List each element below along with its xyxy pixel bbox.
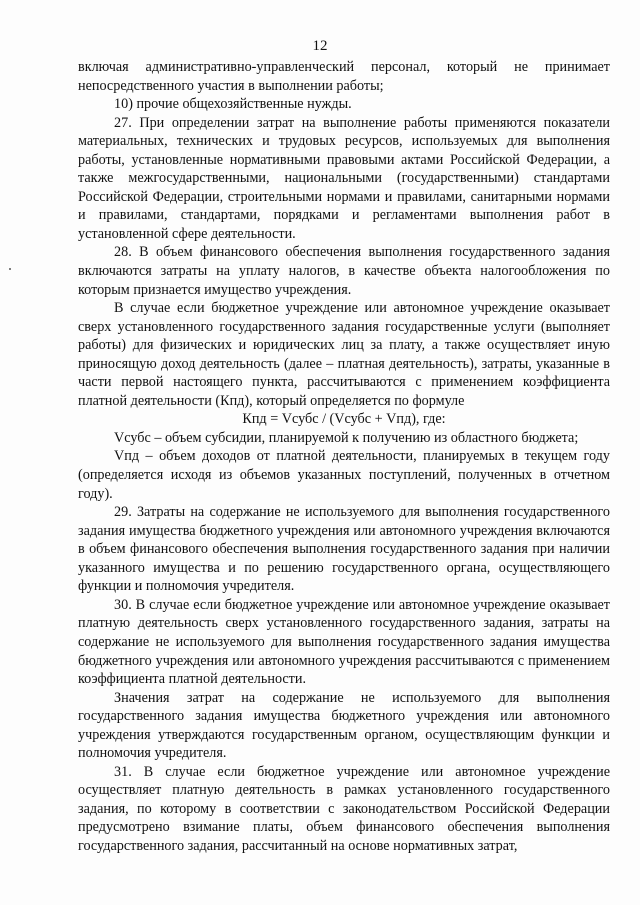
list-item-10: 10) прочие общехозяйственные нужды. (114, 96, 352, 113)
clause-29: 29. Затраты на содержание не используемого для выполнения государственного задания имущества бюджетного учреждения или автономного учреждения включаются в объем финансового обеспечения выполнения государственного задания при наличии указанного имущества и по решению государственного органа, осуществляющего функции и полномочия учредителя. (78, 504, 610, 595)
document-body (78, 58, 610, 856)
formula-kpd: Кпд = Vсубс / (Vсубс + Vпд), где: (242, 411, 446, 428)
clause-27: 27. При определении затрат на выполнение работы применяются показатели материальных, технических и трудовых ресурсов, используемых для выполнения работы, установленные нормативными правовыми актами Российской Федерации, а также межгосударственными, национальными (государственными) стандартами Российской Федерации, строительными нормами и правилами, санитарными нормами и правилами, стандартами, порядками и регламентами выполнения работ в установленной сфере деятельности. (78, 114, 610, 242)
clause-28: 28. В объем финансового обеспечения выполнения государственного задания включаются затраты на уплату налогов, в качестве объекта налогообложения по которым признается имущество учреждения. (78, 244, 610, 298)
clause-30-values: Значения затрат на содержание не используемого для выполнения государственного задания имущества бюджетного учреждения или автономного учреждения утверждаются государственным органом, осуществляющим функции и полномочия учредителя. (78, 689, 610, 762)
definition-vpd: Vпд – объем доходов от платной деятельности, планируемых в текущем году (определяется исходя из объемов указанных поступлений, полученных в отчетном году). (78, 448, 610, 502)
clause-31: 31. В случае если бюджетное учреждение или автономное учреждение осуществляет платную деятельность в рамках установленного государственного задания, по которому в соответствии с законодательством Российской Федерации предусмотрено взимание платы, объем финансового обеспечения выполнения государственного задания, рассчитанный на основе нормативных затрат, (78, 763, 610, 854)
scan-speck (9, 268, 11, 270)
definition-vsubs: Vсубс – объем субсидии, планируемой к получению из областного бюджета; (114, 429, 579, 446)
clause-30: 30. В случае если бюджетное учреждение или автономное учреждение оказывает платную деятельность сверх установленного государственного задания, затраты на содержание не используемого для выполнения государственного задания имущества бюджетного учреждения или автономного учреждения рассчитываются с применением коэффициента платной деятельности. (78, 596, 610, 688)
paragraph-continuation: включая административно-управленческий персонал, который не принимает непосредственного участия в выполнении работы; (78, 59, 610, 94)
page-number: 12 (312, 38, 328, 54)
clause-28-paid-activity: В случае если бюджетное учреждение или автономное учреждение оказывает сверх установленного государственного задания государственные услуги (выполняет работы) для физических и юридических лиц за плату, а также осуществляет иную приносящую доход деятельность (далее – платная деятельность), затраты, указанные в части первой настоящего пункта, рассчитываются с применением коэффициента платной деятельности (Кпд), который определяется по формуле (78, 300, 610, 409)
